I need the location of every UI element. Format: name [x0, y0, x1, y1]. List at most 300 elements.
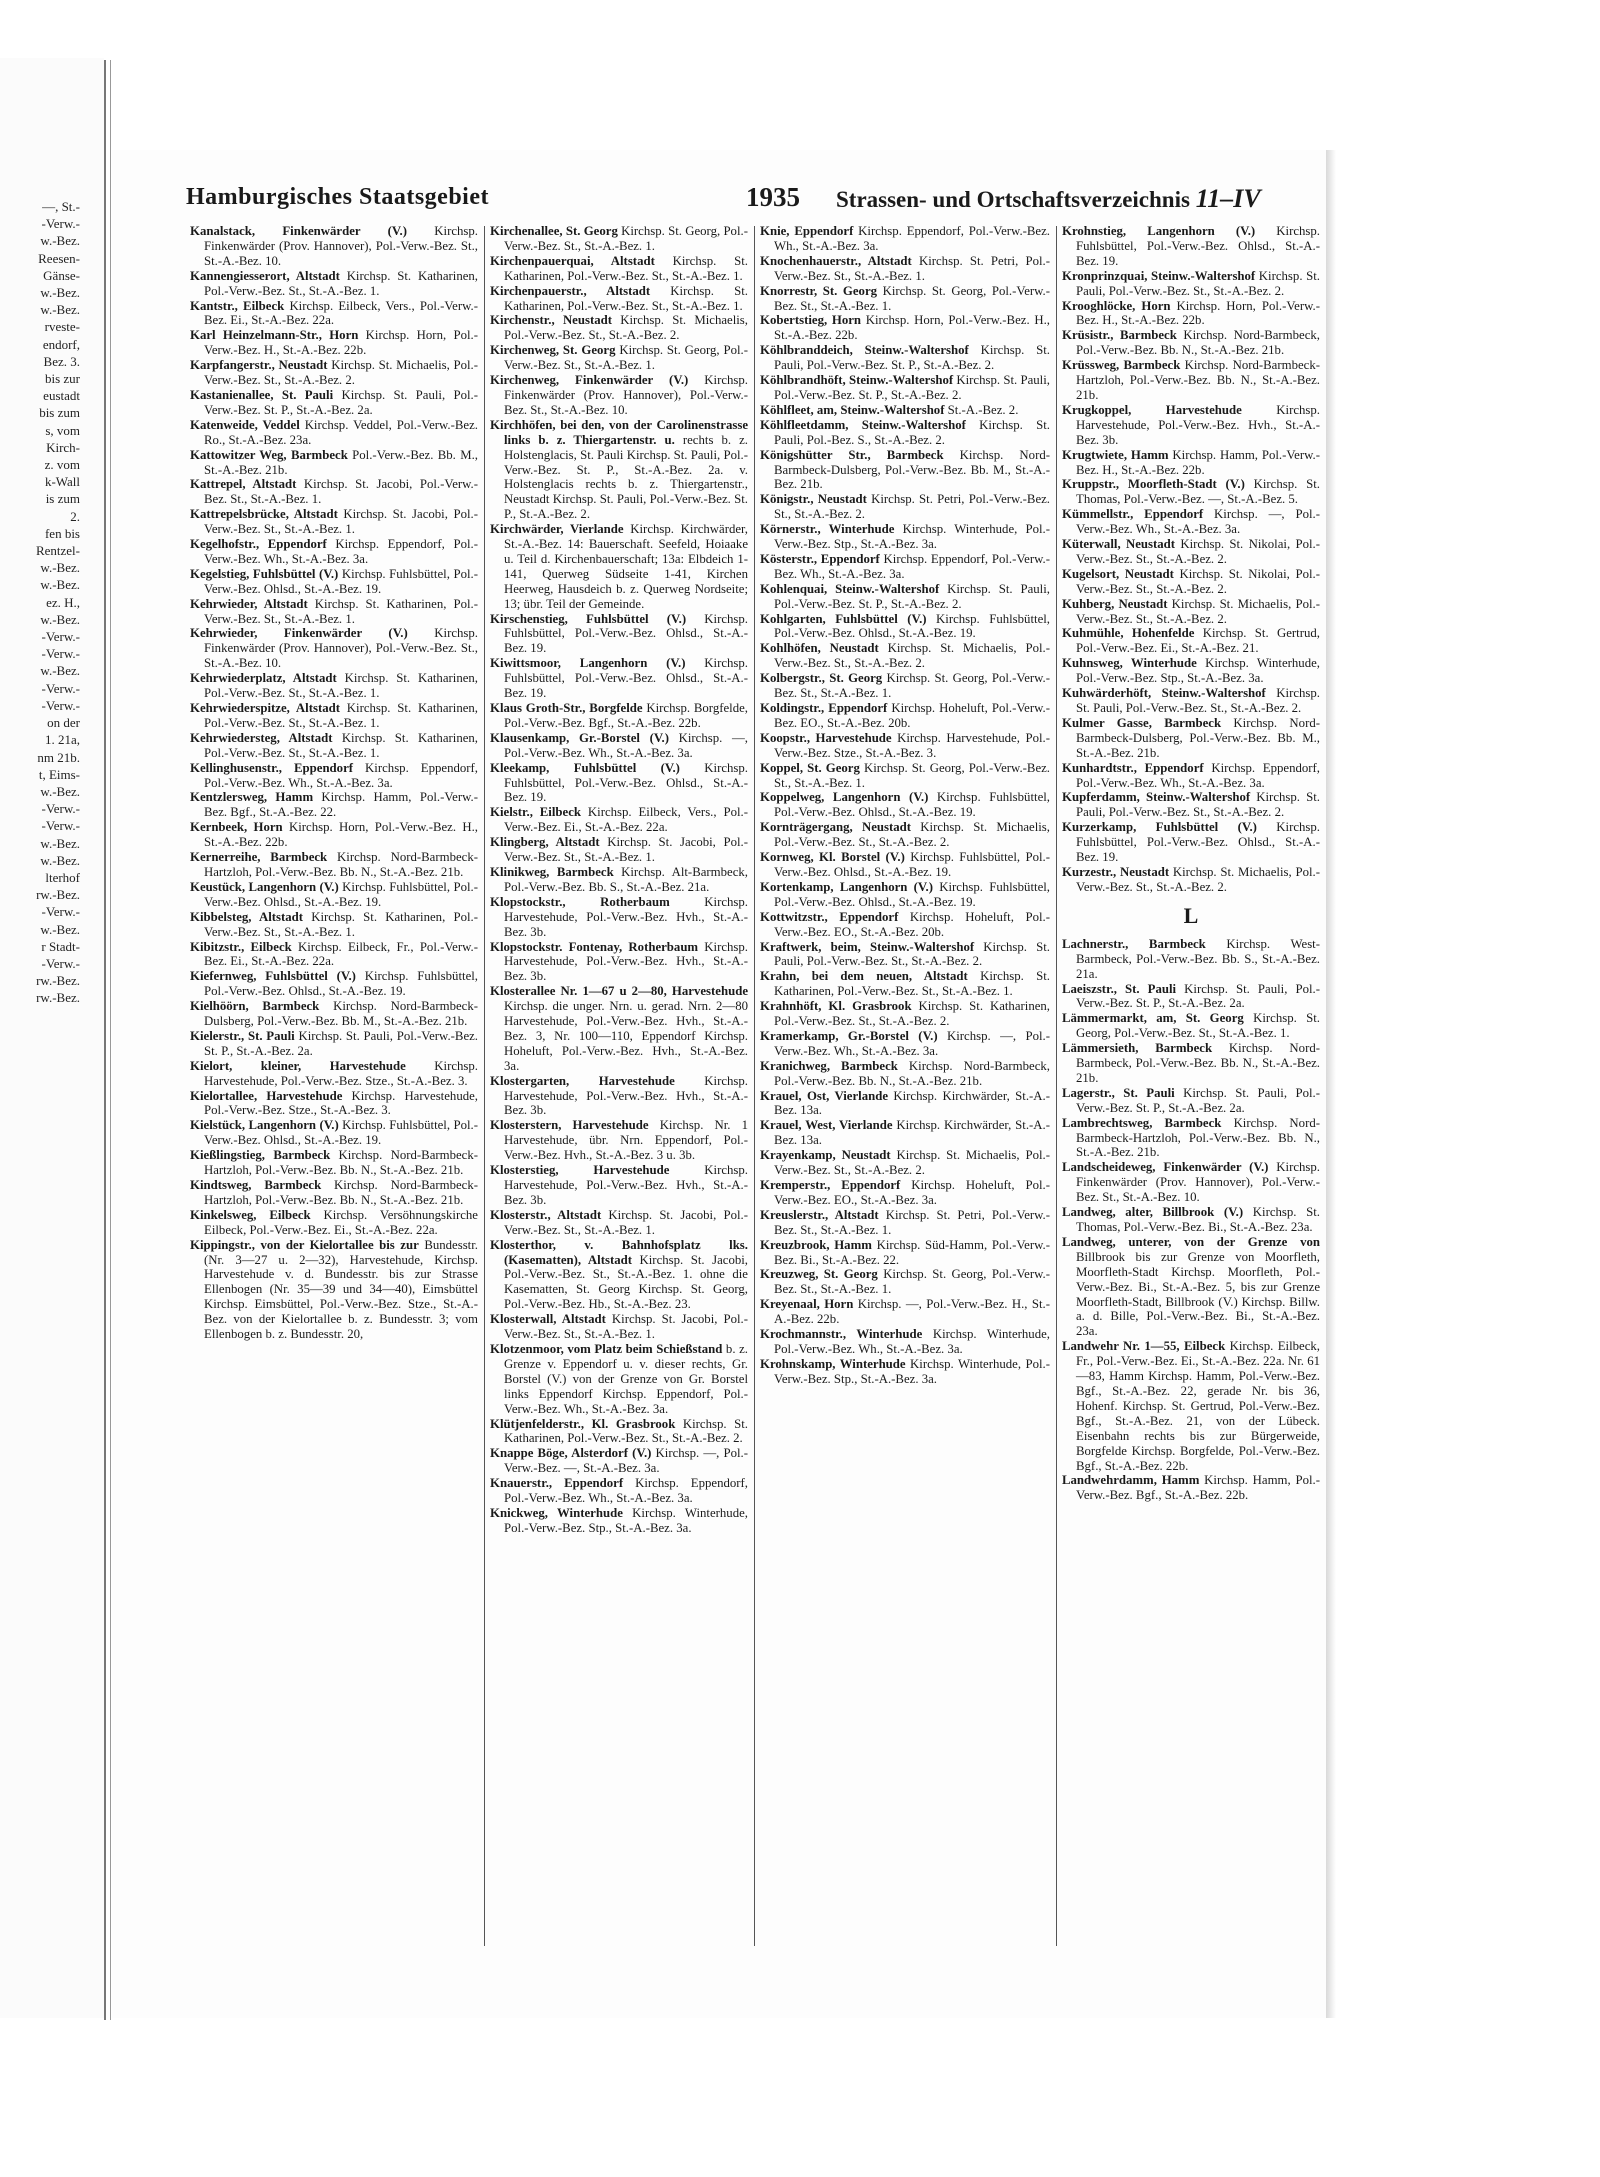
street-details: Kirchsp. Süd-Hamm, Pol.-Verw.-Bez. Bi., St.-A.-Bez. 22.	[774, 1237, 1050, 1267]
previous-page-fragment: t, Eims-	[38, 766, 80, 782]
street-entry	[190, 999, 478, 1029]
street-details: Kirchsp. die unger. Nrn. u. gerad. Nrn. 2—80 Harvestehude, Pol.-Verw.-Bez. Hvh., St.-A.-Bez. 3, Nr. 100—110, Eppendorf Kirchsp. Hoheluft, Pol.-Verw.-Bez. Hvh., St.-A.-Bez. 3a.	[504, 999, 748, 1073]
street-details: Kirchsp. Harvestehude, Pol.-Verw.-Bez. Stze., St.-A.-Bez. 3.	[774, 730, 1050, 760]
street-name: Kehrwiederspitze, Altstadt	[190, 701, 341, 715]
street-name: Kernerreihe, Barmbeck	[190, 850, 328, 865]
directory-column-3	[760, 224, 1050, 1940]
street-entry	[190, 880, 478, 910]
street-entry	[190, 790, 478, 820]
street-details: Kirchsp. —, Pol.-Verw.-Bez. Wh., St.-A.-Bez. 3a.	[1076, 507, 1320, 537]
street-details: Kirchsp. St. Thomas, Pol.-Verw.-Bez. —, St.-A.-Bez. 5.	[1076, 477, 1320, 507]
street-entry	[490, 731, 748, 761]
street-name: Klaus Groth-Str., Borgfelde	[490, 701, 643, 715]
previous-page-fragment: w.-Bez.	[40, 285, 80, 301]
street-details: Kirchsp. St. Georg, Pol.-Verw.-Bez. St., St.-A.-Bez. 1.	[774, 1267, 1050, 1297]
street-name: Kiefernweg, Fuhlsbüttel (V.)	[190, 969, 356, 984]
page-gutter-line	[104, 60, 106, 2020]
street-details: Kirchsp. St. Jacobi, Pol.-Verw.-Bez. St., St.-A.-Bez. 1.	[204, 477, 478, 507]
street-name: Kösterstr., Eppendorf	[760, 551, 880, 566]
street-details: Kirchsp. Eilbeck, Vers., Pol.-Verw.-Bez. Ei., St.-A.-Bez. 22a.	[204, 298, 478, 328]
street-name: Kirchwärder, Vierlande	[490, 522, 624, 537]
street-name: Krooghlöcke, Horn	[1062, 298, 1171, 313]
street-entry	[490, 1417, 748, 1447]
previous-page-fragment: w.-Bez.	[40, 560, 80, 576]
street-entry	[760, 641, 1050, 671]
street-entry	[190, 1238, 478, 1342]
street-entry	[490, 418, 748, 522]
street-entry	[190, 299, 478, 329]
street-name: Kastanienallee, St. Pauli	[190, 387, 334, 402]
street-name: Kümmellstr., Eppendorf	[1062, 507, 1204, 522]
previous-page-fragment: z. vom	[44, 457, 80, 473]
street-name: Klopstockstr. Fontenay, Rotherbaum	[490, 939, 699, 954]
street-details: Kirchsp. St. Pauli, Pol.-Verw.-Bez. St. P., St.-A.-Bez. 2.	[774, 581, 1050, 611]
street-name: Knorrestr, St. Georg	[760, 283, 878, 298]
street-details: Kirchsp. St. Nikolai, Pol.-Verw.-Bez. St., St.-A.-Bez. 2.	[1076, 566, 1320, 596]
street-name: Kibbelsteg, Altstadt	[190, 909, 304, 924]
street-details: Kirchsp. St. Pauli, Pol.-Verw.-Bez. St., St.-A.-Bez. 2.	[1076, 686, 1320, 715]
previous-page-fragment: w.-Bez.	[40, 611, 80, 627]
street-details: Kirchsp. Nord-Barmbeck-Hartzloh, Pol.-Verw.-Bez. Bb. N., St.-A.-Bez. 21b.	[1076, 1115, 1320, 1160]
street-name: Kirchenweg, St. Georg	[490, 343, 616, 358]
street-entry	[760, 373, 1050, 403]
street-entry	[1062, 761, 1320, 791]
street-name: Kehrwiederplatz, Altstadt	[190, 671, 337, 686]
street-name: Kolbergstr., St. Georg	[760, 671, 883, 686]
street-entry	[1062, 937, 1320, 982]
street-details: Kirchsp. Hamm, Pol.-Verw.-Bez. H., St.-A.-Bez. 22b.	[1076, 447, 1320, 477]
street-name: Koopstr., Harvestehude	[760, 730, 892, 745]
street-details: Kirchsp. Fuhlsbüttel, Pol.-Verw.-Bez. Ohlsd., St.-A.-Bez. 19.	[204, 879, 478, 909]
street-name: Kirchenpauerquai, Altstadt	[490, 253, 655, 268]
street-details: Kirchsp. St. Pauli, Pol.-Verw.-Bez. St. P., St.-A.-Bez. 2.	[774, 343, 1050, 373]
street-details: Kirchsp. Kirchwärder, St.-A.-Bez. 13a.	[774, 1088, 1050, 1118]
street-name: Kentzlersweg, Hamm	[190, 790, 314, 805]
street-details: Kirchsp. Harvestehude, Pol.-Verw.-Bez. Stze., St.-A.-Bez. 3.	[204, 1058, 478, 1088]
previous-page-fragment: -Verw.-	[41, 629, 80, 645]
street-details: Kirchsp. St. Michaelis, Pol.-Verw.-Bez. St., St.-A.-Bez. 2.	[774, 1148, 1050, 1178]
street-name: Kehrwiedersteg, Altstadt	[190, 730, 333, 745]
street-details: Kirchsp. Fuhlsbüttel, Pol.-Verw.-Bez. Ohlsd., St.-A.-Bez. 19.	[204, 566, 478, 596]
street-entry	[760, 522, 1050, 552]
street-entry	[490, 1446, 748, 1476]
street-details: rechts b. z. Holstenglacis, St. Pauli Kirchsp. St. Pauli, Pol.-Verw.-Bez. St. P., St.-A.-Bez. 2a. v. Holstenglacis rechts b. z. Thiergartenstr., Neustadt Kirchsp. St. Pauli, Pol.-Verw.-Bez. St. P., St.-A.-Bez. 2.	[504, 432, 748, 522]
street-entry	[490, 224, 748, 254]
street-name: Kellinghusenstr., Eppendorf	[190, 760, 354, 775]
street-entry	[760, 910, 1050, 940]
street-details: Kirchsp. Finkenwärder (Prov. Hannover), Pol.-Verw.-Bez. St., St.-A.-Bez. 10.	[204, 224, 478, 268]
street-name: Kielort, kleiner, Harvestehude	[190, 1058, 406, 1073]
street-name: Kunhardtstr., Eppendorf	[1062, 760, 1204, 775]
previous-page-fragment: Rentzel-	[35, 543, 80, 559]
street-name: Klosterstr., Altstadt	[490, 1207, 602, 1222]
street-details: Kirchsp. St. Michaelis, Pol.-Verw.-Bez. St., St.-A.-Bez. 2.	[504, 313, 748, 343]
street-entry	[1062, 224, 1320, 269]
street-name: Kurzerkamp, Fuhlsbüttel (V.)	[1062, 820, 1257, 835]
directory-column-4	[1062, 224, 1320, 1940]
previous-page-fragment: w.-Bez.	[40, 577, 80, 593]
street-entry	[1062, 328, 1320, 358]
street-details: Kirchsp. Nord-Barmbeck-Hartzloh, Pol.-Verw.-Bez. Bb. N., St.-A.-Bez. 21b.	[204, 1178, 478, 1207]
street-details: Kirchsp. St. Pauli, Pol.-Verw.-Bez. St. P., St.-A.-Bez. 2a.	[1076, 1085, 1320, 1115]
street-entry	[490, 373, 748, 418]
street-entry	[760, 1029, 1050, 1059]
previous-page-fragment: w.-Bez.	[40, 783, 80, 799]
street-details: Kirchsp. Fuhlsbüttel, Pol.-Verw.-Bez. Ohlsd., St.-A.-Bez. 19.	[774, 879, 1050, 909]
street-name: Kurzestr., Neustadt	[1062, 864, 1170, 879]
street-details: Kirchsp. Fuhlsbüttel, Pol.-Verw.-Bez. Ohlsd., St.-A.-Bez. 19.	[774, 790, 1050, 820]
street-details: Kirchsp. St. Jacobi, Pol.-Verw.-Bez. St., St.-A.-Bez. 1. ohne die Kasematten, St. Georg Kirchsp. St. Georg, Pol.-Verw.-Bez. Hb., St.-A.-Bez. 23.	[504, 1252, 748, 1312]
street-details: Kirchsp. St. Michaelis, Pol.-Verw.-Bez. St., St.-A.-Bez. 2.	[1076, 596, 1320, 626]
street-name: Lambrechtsweg, Barmbeck	[1062, 1115, 1222, 1130]
street-name: Katenweide, Veddel	[190, 417, 300, 432]
street-details: Kirchsp. St. Pauli, Pol.-Verw.-Bez. St. P., St.-A.-Bez. 2a.	[1076, 981, 1320, 1011]
street-entry	[760, 940, 1050, 970]
street-details: Kirchsp. St. Katharinen, Pol.-Verw.-Bez. St., St.-A.-Bez. 1.	[504, 283, 748, 313]
street-details: Kirchsp. St. Pauli, Pol.-Bez. S., St.-A.-Bez. 2.	[774, 417, 1050, 447]
street-name: Kuhmühle, Hohenfelde	[1062, 626, 1195, 641]
street-details: Kirchsp. —, Pol.-Verw.-Bez. H., St.-A.-Bez. 22b.	[774, 1297, 1050, 1327]
street-details: Kirchsp. Fuhlsbüttel, Pol.-Verw.-Bez. Ohlsd., St.-A.-Bez. 19.	[204, 969, 478, 999]
street-name: Kindtsweg, Barmbeck	[190, 1178, 322, 1192]
street-name: Koppelweg, Langenhorn (V.)	[760, 790, 929, 805]
street-details: Kirchsp. Hoheluft, Pol.-Verw.-Bez. EO., St.-A.-Bez. 3a.	[774, 1178, 1050, 1207]
street-details: Kirchsp. St. Katharinen, Pol.-Verw.-Bez. St., St.-A.-Bez. 1.	[204, 268, 478, 298]
street-entry	[760, 1148, 1050, 1178]
street-name: Krohnstieg, Langenhorn (V.)	[1062, 224, 1256, 238]
street-details: Kirchsp. Borgfelde, Pol.-Verw.-Bez. Bgf., St.-A.-Bez. 22b.	[504, 701, 748, 730]
street-entry	[760, 1178, 1050, 1208]
street-name: Küterwall, Neustadt	[1062, 537, 1176, 552]
street-details: Kirchsp. Fuhlsbüttel, Pol.-Verw.-Bez. Ohlsd., St.-A.-Bez. 19.	[774, 611, 1050, 641]
street-name: Krugkoppel, Harvestehude	[1062, 402, 1242, 417]
street-entry	[190, 1178, 478, 1208]
street-details: Kirchsp. Nr. 1 Harvestehude, übr. Nrn. Eppendorf, Pol.-Verw.-Bez. Hvh., St.-A.-Bez. 3 u. 3b.	[504, 1118, 748, 1163]
street-entry	[190, 850, 478, 880]
street-details: Kirchsp. Eppendorf, Pol.-Verw.-Bez. Wh., St.-A.-Bez. 3a.	[504, 1476, 748, 1506]
street-entry	[760, 969, 1050, 999]
street-details: Kirchsp. Eilbeck, Vers., Pol.-Verw.-Bez. Ei., St.-A.-Bez. 22a.	[504, 805, 748, 835]
street-name: Lachnerstr., Barmbeck	[1062, 936, 1206, 951]
street-entry	[190, 1208, 478, 1238]
street-name: Klinikweg, Barmbeck	[490, 864, 614, 879]
street-details: Kirchsp. Alt-Barmbeck, Pol.-Verw.-Bez. Bb. S., St.-A.-Bez. 21a.	[504, 864, 748, 894]
street-entry	[1062, 448, 1320, 478]
street-name: Kattrepelsbrücke, Altstadt	[190, 507, 338, 522]
street-details: Kirchsp. Eppendorf, Pol.-Verw.-Bez. Wh., St.-A.-Bez. 3a.	[774, 224, 1050, 253]
street-details: Kirchsp. Winterhude, Pol.-Verw.-Bez. Stp., St.-A.-Bez. 3a.	[1076, 656, 1320, 686]
street-details: Kirchsp. Nord-Barmbeck, Pol.-Verw.-Bez. Bb. N., St.-A.-Bez. 21b.	[1076, 328, 1320, 358]
street-details: Kirchsp. St. Pauli, Pol.-Verw.-Bez. St., St.-A.-Bez. 2.	[774, 939, 1050, 969]
street-entry	[1062, 269, 1320, 299]
street-name: Kreuzweg, St. Georg	[760, 1267, 878, 1282]
previous-page-fragment: fen bis	[44, 525, 80, 541]
street-name: Kegelhofstr., Eppendorf	[190, 537, 327, 552]
street-details: Kirchsp. Horn, Pol.-Verw.-Bez. H., St.-A.-Bez. 22b.	[774, 313, 1050, 343]
street-name: Kuhwärderhöft, Steinw.-Waltershof	[1062, 686, 1266, 701]
street-entry	[190, 940, 478, 970]
street-name: Kronprinzquai, Steinw.-Waltershof	[1062, 268, 1256, 283]
street-details: Kirchsp. St. Pauli, Pol.-Verw.-Bez. St., St.-A.-Bez. 2.	[1076, 790, 1320, 820]
street-details: Kirchsp. Harvestehude, Pol.-Verw.-Bez. Hvh., St.-A.-Bez. 3b.	[504, 1163, 748, 1207]
column-rule-1	[484, 226, 485, 1946]
street-name: Landwehrdamm, Hamm	[1062, 1473, 1200, 1488]
street-name: Kreyenaal, Horn	[760, 1297, 854, 1312]
previous-page-fragment: w.-Bez.	[40, 663, 80, 679]
street-details: Kirchsp. St. Pauli, Pol.-Verw.-Bez. St. P., St.-A.-Bez. 2.	[774, 373, 1050, 402]
street-name: Kiwittsmoor, Langenhorn (V.)	[490, 656, 686, 671]
street-entry	[190, 910, 478, 940]
street-details: Kirchsp. St. Katharinen, Pol.-Verw.-Bez. St., St.-A.-Bez. 1.	[504, 253, 748, 283]
street-entry	[1062, 403, 1320, 448]
street-details: Kirchsp. —, Pol.-Verw.-Bez. —, St.-A.-Bez. 3a.	[504, 1446, 748, 1476]
street-entry	[760, 671, 1050, 701]
street-entry	[760, 1238, 1050, 1268]
street-entry	[490, 835, 748, 865]
street-name: Kreuzbrook, Hamm	[760, 1237, 872, 1252]
street-details: Kirchsp. Eilbeck, Fr., Pol.-Verw.-Bez. Ei., St.-A.-Bez. 22a.	[204, 939, 478, 969]
street-name: Klingberg, Altstadt	[490, 835, 600, 850]
street-entry	[490, 984, 748, 1073]
street-entry	[1062, 597, 1320, 627]
street-entry	[490, 313, 748, 343]
street-details: Kirchsp. St. Petri, Pol.-Verw.-Bez. St., St.-A.-Bez. 1.	[774, 253, 1050, 283]
street-details: Kirchsp. St. Thomas, Pol.-Verw.-Bez. Bi., St.-A.-Bez. 23a.	[1076, 1205, 1320, 1234]
street-entry	[490, 1163, 748, 1208]
street-entry	[760, 492, 1050, 522]
street-details: Kirchsp. Nord-Barmbeck-Hartzloh, Pol.-Verw.-Bez. Bb. N., St.-A.-Bez. 21b.	[1076, 358, 1320, 402]
street-details: Kirchsp. Nord-Barmbeck-Dulsberg, Pol.-Verw.-Bez. Bb. M., St.-A.-Bez. 21b.	[204, 999, 478, 1029]
previous-page-fragment: on der	[47, 715, 80, 731]
street-details: Kirchsp. Nord-Barmbeck-Dulsberg, Pol.-Verw.-Bez. Bb. M., St.-A.-Bez. 21b.	[774, 447, 1050, 492]
street-entry	[1062, 507, 1320, 537]
street-name: Kugelsort, Neustadt	[1062, 566, 1174, 581]
previous-page-fragment: 2.	[70, 508, 80, 524]
street-name: Klausenkamp, Gr.-Borstel (V.)	[490, 730, 669, 745]
street-entry	[760, 850, 1050, 880]
street-entry	[1062, 477, 1320, 507]
street-details: Kirchsp. Fuhlsbüttel, Pol.-Verw.-Bez. Ohlsd., St.-A.-Bez. 19.	[1076, 820, 1320, 865]
street-name: Krugtwiete, Hamm	[1062, 447, 1169, 462]
street-details: Billbrook bis zur Grenze von Moorfleth, Moorfleth-Stadt Kirchsp. Moorfleth, Pol.-Verw.-Bez. Bi., St.-A.-Bez. 5, bis zur Grenze Moorfleth-Stadt, Billbrook (V.) Kirchsp. Billw. a. d. Bille, Pol.-Verw.-Bez. Bi., St.-A.-Bez. 23a.	[1076, 1249, 1320, 1339]
street-name: Klosterstieg, Harvestehude	[490, 1163, 670, 1178]
previous-page-fragment: -Verw.-	[41, 818, 80, 834]
previous-page-fragment: Bez. 3.	[43, 353, 80, 369]
street-details: Kirchsp. Fuhlsbüttel, Pol.-Verw.-Bez. Ohlsd., St.-A.-Bez. 19.	[504, 656, 748, 701]
street-entry	[190, 1089, 478, 1119]
previous-page-fragment: ez. H.,	[46, 594, 80, 610]
street-entry	[490, 1342, 748, 1417]
header-year: 1935	[746, 182, 800, 212]
previous-page-fragment: k-Wall	[44, 474, 80, 490]
street-entry	[760, 612, 1050, 642]
street-details: Kirchsp. Eppendorf, Pol.-Verw.-Bez. Wh., St.-A.-Bez. 3a.	[774, 551, 1050, 581]
street-name: Krüsistr., Barmbeck	[1062, 328, 1177, 343]
street-details: Kirchsp. Nord-Barmbeck-Dulsberg, Pol.-Verw.-Bez. Bb. M., St.-A.-Bez. 21b.	[1076, 715, 1320, 760]
street-details: Kirchsp. Harvestehude, Pol.-Verw.-Bez. Hvh., St.-A.-Bez. 3b.	[504, 939, 748, 984]
street-name: Kruppstr., Moorfleth-Stadt (V.)	[1062, 477, 1245, 492]
street-name: Kielhöörn, Barmbeck	[190, 999, 320, 1014]
street-entry	[760, 999, 1050, 1029]
page-header	[186, 184, 1316, 222]
street-details: Kirchsp. St. Pauli, Pol.-Verw.-Bez. St. P., St.-A.-Bez. 2a.	[204, 387, 478, 417]
previous-page-fragment: is zum	[45, 491, 80, 507]
street-entry	[190, 701, 478, 731]
previous-page-fragment: bis zur	[44, 371, 80, 387]
street-details: Kirchsp. St. Katharinen, Pol.-Verw.-Bez. St., St.-A.-Bez. 1.	[774, 969, 1050, 999]
street-name: Krahnhöft, Kl. Grasbrook	[760, 999, 912, 1014]
previous-page-fragment: r Stadt-	[41, 938, 80, 954]
street-name: Königshütter Str., Barmbeck	[760, 447, 944, 462]
street-name: Kirchenweg, Finkenwärder (V.)	[490, 373, 689, 388]
street-name: Karl Heinzelmann-Str., Horn	[190, 328, 359, 343]
street-entry	[760, 254, 1050, 284]
street-details: Kirchsp. Horn, Pol.-Verw.-Bez. H., St.-A.-Bez. 22b.	[1076, 298, 1320, 328]
street-name: Klosterthor, v. Bahnhofsplatz lks. (Kasematten), Altstadt	[490, 1237, 748, 1267]
street-name: Krayenkamp, Neustadt	[760, 1148, 891, 1163]
previous-page-fragment: rw.-Bez.	[36, 887, 80, 903]
street-name: Lämmersieth, Barmbeck	[1062, 1041, 1213, 1056]
previous-page-fragment: -Verw.-	[41, 680, 80, 696]
street-entry	[490, 1074, 748, 1119]
street-entry	[190, 358, 478, 388]
header-right-text: Strassen- und Ortschaftsverzeichnis	[836, 187, 1190, 212]
street-details: Kirchsp. St. Jacobi, Pol.-Verw.-Bez. St., St.-A.-Bez. 1.	[504, 1312, 748, 1342]
street-entry	[760, 418, 1050, 448]
street-details: Kirchsp. Eppendorf, Pol.-Verw.-Bez. Wh., St.-A.-Bez. 3a.	[204, 537, 478, 566]
street-name: Lämmermarkt, am, St. Georg	[1062, 1011, 1244, 1026]
street-name: Landweg, unterer, von der Grenze von	[1062, 1234, 1320, 1249]
street-name: Kottwitzstr., Eppendorf	[760, 909, 899, 924]
previous-page-edge	[0, 58, 104, 2018]
street-details: Kirchsp. St. Pauli, Pol.-Verw.-Bez. St., St.-A.-Bez. 2.	[1076, 268, 1320, 298]
street-entry	[1062, 1041, 1320, 1086]
street-entry	[190, 597, 478, 627]
street-details: Kirchsp. West-Barmbeck, Pol.-Verw.-Bez. Bb. S., St.-A.-Bez. 21a.	[1076, 936, 1320, 981]
street-details: Kirchsp. St. Katharinen, Pol.-Verw.-Bez. St., St.-A.-Bez. 2.	[774, 999, 1050, 1029]
street-details: Kirchsp. St. Gertrud, Pol.-Verw.-Bez. Ei., St.-A.-Bez. 21.	[1076, 626, 1320, 656]
street-entry	[1062, 982, 1320, 1012]
street-details: Kirchsp. Nord-Barmbeck-Hartzloh, Pol.-Verw.-Bez. Bb. N., St.-A.-Bez. 21b.	[204, 1148, 478, 1178]
previous-page-fragment: nm 21b.	[37, 749, 80, 765]
previous-page-fragment: -Verw.-	[41, 697, 80, 713]
previous-page-fragment: Kirch-	[46, 439, 80, 455]
street-details: Kirchsp. Kirchwärder, St.-A.-Bez. 14: Bauerschaft. Seefeld, Hoiaake u. Teil d. Kirchenbauerschaft; 13a: Elbdeich 1-141, Querweg Südseite 1-41, Kirchen Heerweg, Hausdeich b. z. Querweg Nordseite; 13; übr. Teil der Gemeinde.	[504, 522, 748, 611]
street-entry	[190, 731, 478, 761]
street-name: Kießlingstieg, Barmbeck	[190, 1148, 331, 1163]
directory-column-2	[490, 224, 748, 1940]
street-entry	[760, 1208, 1050, 1238]
street-details: Kirchsp. Nord-Barmbeck, Pol.-Verw.-Bez. Bb. N., St.-A.-Bez. 21b.	[1076, 1041, 1320, 1085]
street-name: Krauel, West, Vierlande	[760, 1118, 893, 1133]
street-name: Laeiszstr., St. Pauli	[1062, 981, 1177, 996]
street-details: Kirchsp. Kirchwärder, St.-A.-Bez. 13a.	[774, 1118, 1050, 1148]
previous-page-fragment: w.-Bez.	[40, 302, 80, 318]
street-entry	[1062, 1235, 1320, 1339]
street-entry	[760, 790, 1050, 820]
street-entry	[760, 820, 1050, 850]
previous-page-fragment: eustadt	[43, 388, 80, 404]
street-details: Kirchsp. Harvestehude, Pol.-Verw.-Bez. Hvh., St.-A.-Bez. 3b.	[504, 894, 748, 939]
street-details: Kirchsp. Winterhude, Pol.-Verw.-Bez. Stp., St.-A.-Bez. 3a.	[504, 1505, 748, 1535]
previous-page-fragment: -Verw.-	[41, 216, 80, 232]
street-details: Kirchsp. St. Jacobi, Pol.-Verw.-Bez. St., St.-A.-Bez. 1.	[504, 1207, 748, 1237]
previous-page-fragment: rw.-Bez.	[36, 990, 80, 1006]
street-name: Knochenhauerstr., Altstadt	[760, 253, 912, 268]
street-entry	[490, 522, 748, 611]
street-details: Kirchsp. St. Katharinen, Pol.-Verw.-Bez. St., St.-A.-Bez. 2.	[504, 1416, 748, 1446]
street-details: Kirchsp. St. Katharinen, Pol.-Verw.-Bez. St., St.-A.-Bez. 1.	[204, 701, 478, 730]
street-name: Kirschenstieg, Fuhlsbüttel (V.)	[490, 611, 687, 626]
street-entry	[490, 701, 748, 731]
street-name: Kirchhöfen, bei den, von der Carolinenstrasse links b. z. Thiergartenstr. u.	[490, 417, 748, 447]
street-name: Knie, Eppendorf	[760, 224, 854, 238]
street-name: Kupferdamm, Steinw.-Waltershof	[1062, 790, 1251, 805]
street-entry	[490, 1312, 748, 1342]
street-name: Landweg, alter, Billbrook (V.)	[1062, 1205, 1244, 1220]
previous-page-fragment: rveste-	[44, 319, 80, 335]
street-name: Knauerstr., Eppendorf	[490, 1476, 624, 1491]
previous-page-fragment: bis zum	[39, 405, 80, 421]
street-details: Kirchsp. St. Jacobi, Pol.-Verw.-Bez. St., St.-A.-Bez. 1.	[504, 835, 748, 865]
street-entry	[490, 254, 748, 284]
street-entry	[190, 1118, 478, 1148]
street-entry	[1062, 1086, 1320, 1116]
street-details: Kirchsp. Winterhude, Pol.-Verw.-Bez. Wh., St.-A.-Bez. 3a.	[774, 1327, 1050, 1356]
street-entry	[760, 284, 1050, 314]
page-gutter-line-inner	[110, 60, 111, 2020]
street-details: Kirchsp. Hamm, Pol.-Verw.-Bez. Bgf., St.-A.-Bez. 22b.	[1076, 1473, 1320, 1503]
street-name: Kielstr., Eilbeck	[490, 805, 582, 820]
street-details: Kirchsp. —, Pol.-Verw.-Bez. Wh., St.-A.-Bez. 3a.	[774, 1028, 1050, 1058]
street-entry	[490, 865, 748, 895]
street-entry	[190, 328, 478, 358]
street-details: Kirchsp. Harvestehude, Pol.-Verw.-Bez. Hvh., St.-A.-Bez. 3b.	[1076, 402, 1320, 447]
street-entry	[760, 1297, 1050, 1327]
street-entry	[190, 626, 478, 671]
street-name: Klosterstern, Harvestehude	[490, 1118, 649, 1133]
street-entry	[760, 701, 1050, 731]
street-details: Kirchsp. Finkenwärder (Prov. Hannover), Pol.-Verw.-Bez. St., St.-A.-Bez. 10.	[504, 373, 748, 417]
street-name: Klosterwall, Altstadt	[490, 1312, 606, 1327]
directory-column-1	[190, 224, 478, 1940]
street-details: Kirchsp. Fuhlsbüttel, Pol.-Verw.-Bez. Ohlsd., St.-A.-Bez. 19.	[204, 1118, 478, 1148]
previous-page-fragment: w.-Bez.	[40, 835, 80, 851]
street-entry	[1062, 299, 1320, 329]
street-details: Kirchsp. Harvestehude, Pol.-Verw.-Bez. Hvh., St.-A.-Bez. 3b.	[504, 1073, 748, 1118]
street-entry	[760, 343, 1050, 373]
previous-page-fragments	[0, 198, 80, 1007]
street-entry	[190, 477, 478, 507]
street-name: Kornweg, Kl. Borstel (V.)	[760, 850, 905, 865]
street-name: Kremperstr., Eppendorf	[760, 1178, 901, 1192]
street-entry	[760, 313, 1050, 343]
street-name: Knappe Böge, Alsterdorf (V.)	[490, 1446, 652, 1461]
street-entry	[490, 1118, 748, 1163]
previous-page-fragment: -Verw.-	[41, 801, 80, 817]
street-name: Körnerstr., Winterhude	[760, 522, 895, 537]
header-left-title: Hamburgisches Staatsgebiet	[186, 184, 489, 210]
street-name: Koldingstr., Eppendorf	[760, 701, 888, 715]
street-name: Kranichweg, Barmbeck	[760, 1058, 898, 1073]
street-name: Kohlhöfen, Neustadt	[760, 641, 879, 656]
street-details: Kirchsp. Harvestehude, Pol.-Verw.-Bez. Stze., St.-A.-Bez. 3.	[204, 1088, 478, 1118]
column-rule-2	[754, 226, 755, 1946]
street-entry	[490, 940, 748, 985]
street-entry	[190, 537, 478, 567]
street-details: Kirchsp. Fuhlsbüttel, Pol.-Verw.-Bez. Ohlsd., St.-A.-Bez. 19.	[1076, 224, 1320, 268]
street-details: Bundesstr. (Nr. 3—27 u. 2—32), Harvestehude, Kirchsp. Harvestehude v. d. Bundesstr. bis zur Strasse Ellenbogen (Nr. 35—39 und 34—40), Eimsbüttel Kirchsp. Eimsbüttel, Pol.-Verw.-Bez. Stze., St.-A.-Bez. von der Kielortallee b. z. Bundesstr. 3; vom Ellenbogen b. z. Bundesstr. 20,	[204, 1237, 478, 1342]
